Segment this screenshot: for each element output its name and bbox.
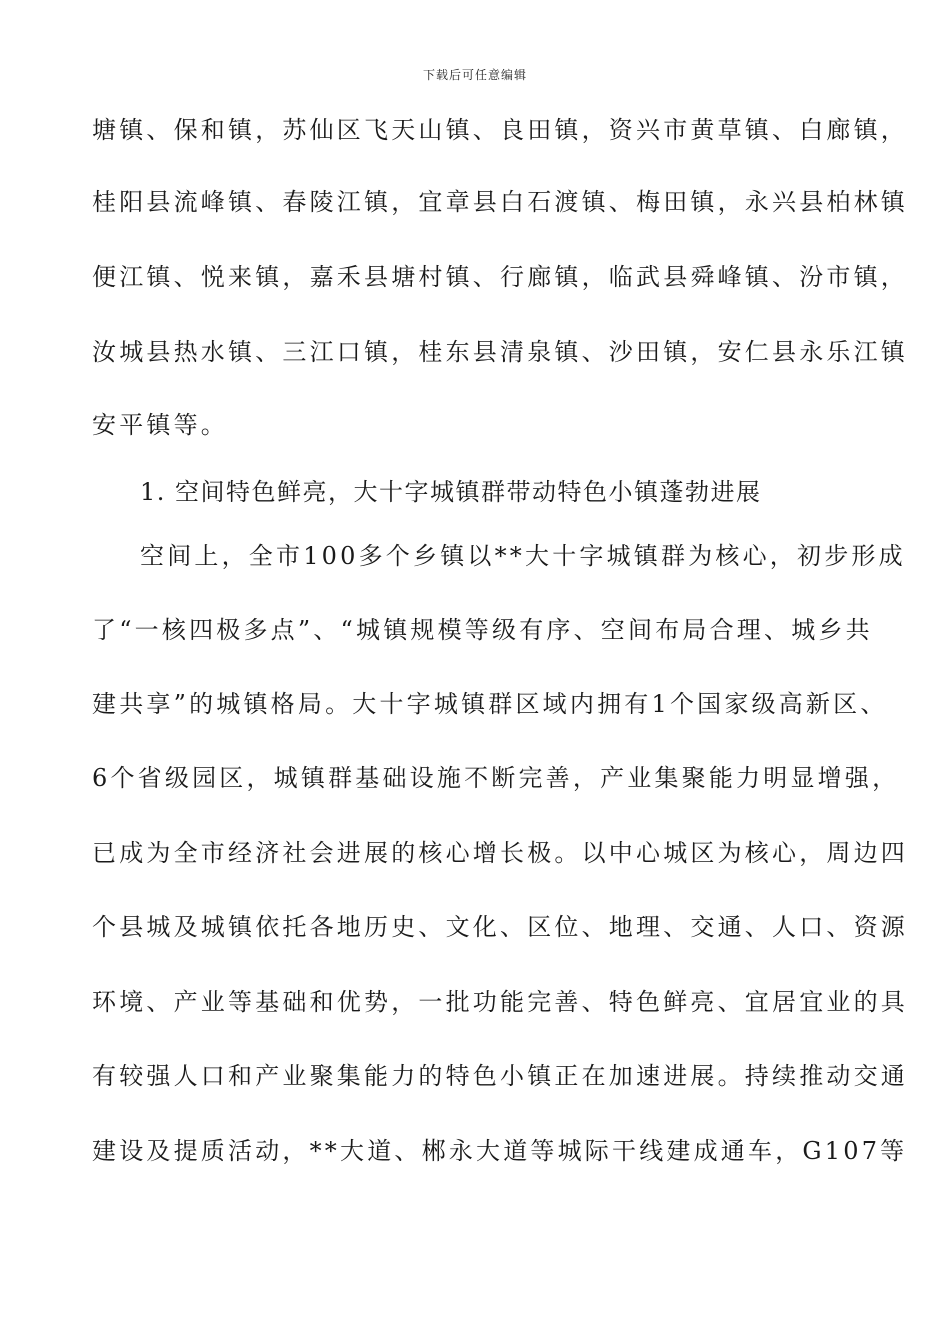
paragraph-line-8: 有较强人口和产业聚集能力的特色小镇正在加速进展。持续推动交通 bbox=[92, 1062, 908, 1090]
text-line-5: 安平镇等。 bbox=[92, 411, 228, 439]
text-line-1: 塘镇、保和镇，苏仙区飞天山镇、良田镇，资兴市黄草镇、白廊镇， bbox=[92, 116, 908, 144]
paragraph-line-2: 了“一核四极多点”、“城镇规模等级有序、空间布局合理、城乡共 bbox=[92, 616, 873, 644]
paragraph-line-6: 个县城及城镇依托各地历史、文化、区位、地理、交通、人口、资源 bbox=[92, 913, 908, 941]
text-line-2: 桂阳县流峰镇、春陵江镇，宜章县白石渡镇、梅田镇，永兴县柏林镇 bbox=[92, 188, 908, 216]
paragraph-line-4: 6个省级园区，城镇群基础设施不断完善，产业集聚能力明显增强， bbox=[92, 764, 900, 792]
page-header: 下载后可任意编辑 bbox=[422, 68, 527, 82]
paragraph-line-1: 空间上，全市100多个乡镇以**大十字城镇群为核心，初步形成 bbox=[140, 542, 906, 570]
paragraph-line-3: 建共享”的城镇格局。大十字城镇群区域内拥有1个国家级高新区、 bbox=[92, 690, 888, 718]
text-line-4: 汝城县热水镇、三江口镇，桂东县清泉镇、沙田镇，安仁县永乐江镇 bbox=[92, 338, 908, 366]
paragraph-line-7: 环境、产业等基础和优势，一批功能完善、特色鲜亮、宜居宜业的具 bbox=[92, 988, 908, 1016]
section-heading: 1. 空间特色鲜亮，大十字城镇群带动特色小镇蓬勃进展 bbox=[140, 478, 762, 506]
paragraph-line-5: 已成为全市经济社会进展的核心增长极。以中心城区为核心，周边四 bbox=[92, 839, 908, 867]
paragraph-line-9: 建设及提质活动，**大道、郴永大道等城际干线建成通车，G107等 bbox=[92, 1137, 908, 1165]
text-line-3: 便江镇、悦来镇，嘉禾县塘村镇、行廊镇，临武县舜峰镇、汾市镇， bbox=[92, 263, 908, 291]
